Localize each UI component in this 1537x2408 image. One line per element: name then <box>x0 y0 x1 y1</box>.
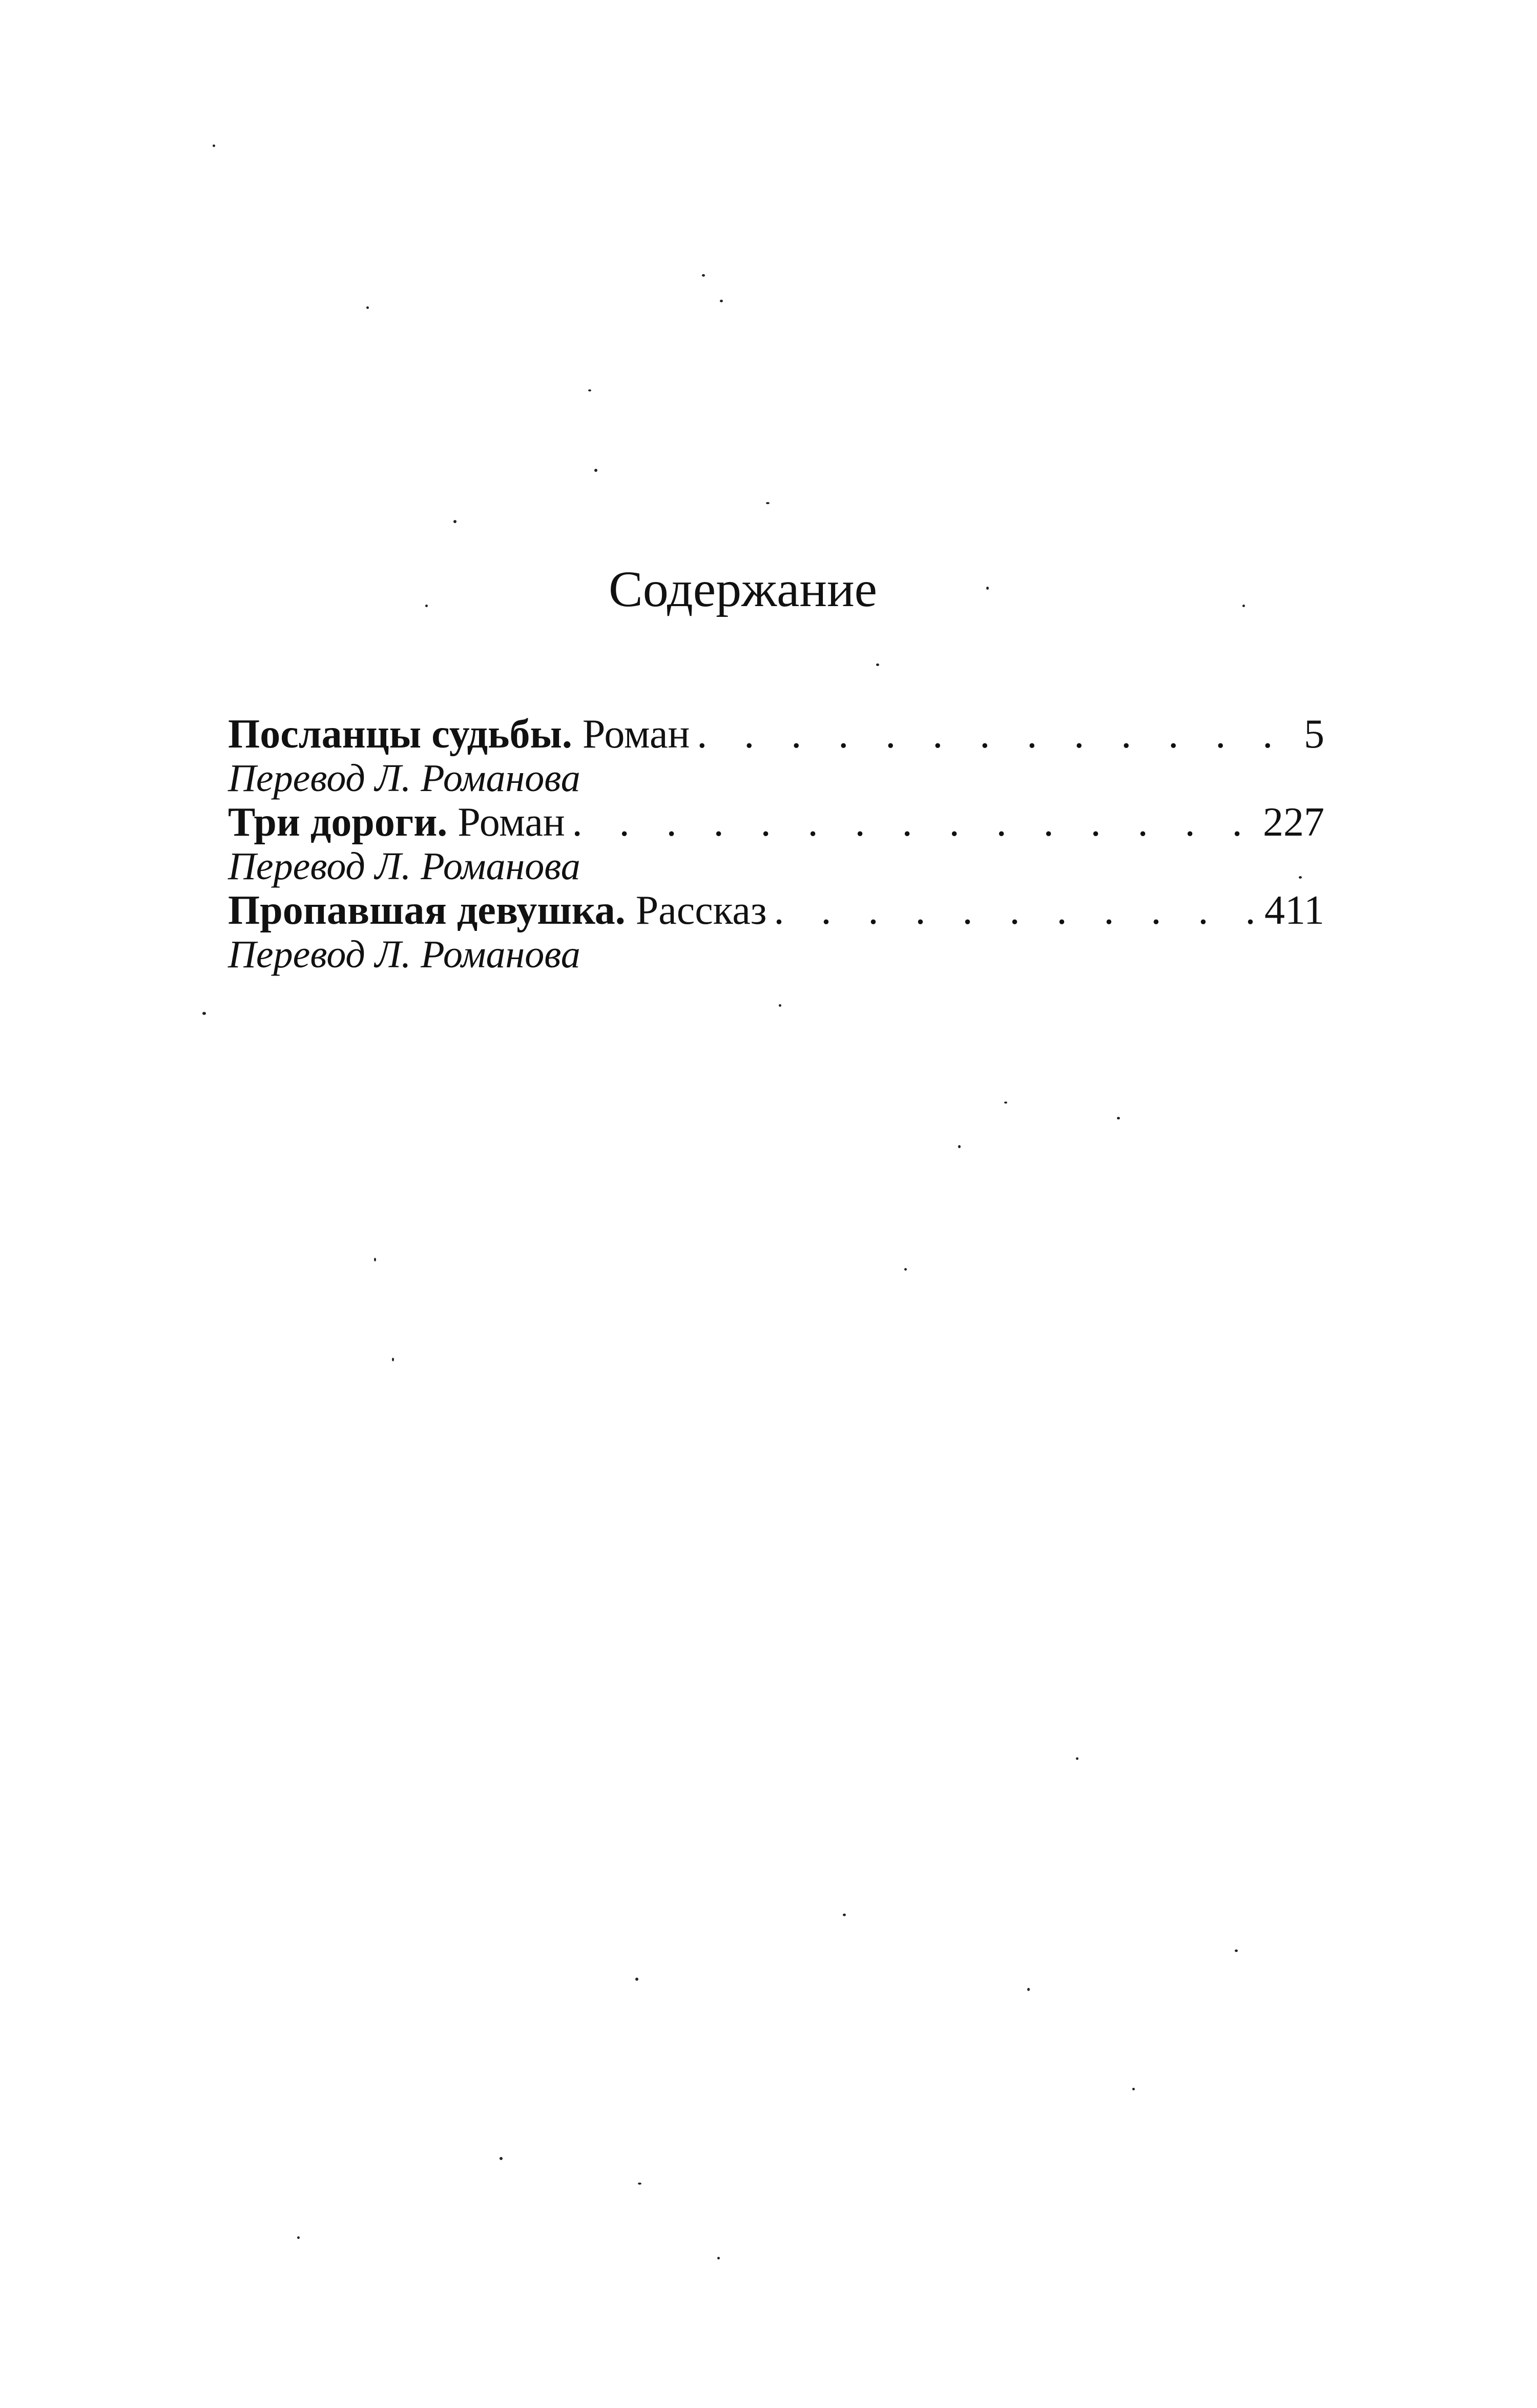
scan-speck <box>202 1012 206 1015</box>
scan-speck <box>638 2183 641 2185</box>
toc-entry-line <box>228 712 1324 756</box>
scan-speck <box>453 520 456 523</box>
toc-dot-leader <box>774 888 1257 932</box>
scan-speck <box>766 502 770 504</box>
toc-dot-leader <box>697 712 1297 756</box>
scan-speck <box>702 274 705 277</box>
toc-entry-translator: Перевод Л. Романова <box>228 845 580 888</box>
toc-entry-page: 227 <box>1263 800 1324 845</box>
toc-entry-line <box>228 800 1324 844</box>
toc-entry-translator: Перевод Л. Романова <box>228 933 580 976</box>
toc-entry-genre: Роман <box>582 712 690 757</box>
toc-entry-genre: Рассказ <box>635 888 767 933</box>
toc-entry-translator: Перевод Л. Романова <box>228 757 580 800</box>
scan-speck <box>500 2157 503 2160</box>
scan-speck <box>1242 605 1245 607</box>
scan-speck <box>958 1145 961 1148</box>
toc-entry-title: Посланцы судьбы. <box>228 712 572 757</box>
scan-speck <box>1076 1757 1078 1760</box>
scan-speck <box>986 587 989 590</box>
table-of-contents <box>228 712 1324 977</box>
toc-entry-title: Пропавшая девушка. <box>228 888 626 933</box>
toc-dot-leader <box>572 800 1256 844</box>
scan-speck <box>843 1914 846 1916</box>
scan-speck <box>904 1268 907 1271</box>
scan-speck <box>366 306 369 309</box>
scan-speck <box>374 1258 376 1261</box>
scan-speck <box>1117 1117 1120 1119</box>
toc-heading: Содержание <box>609 561 877 617</box>
scan-speck <box>1299 876 1302 879</box>
scan-speck <box>392 1358 394 1361</box>
toc-entry <box>228 800 1324 888</box>
toc-entry-genre: Роман <box>458 800 565 845</box>
toc-entry <box>228 712 1324 800</box>
toc-entry <box>228 888 1324 977</box>
scan-speck <box>1235 1949 1238 1952</box>
scan-speck <box>594 469 597 472</box>
scan-speck <box>779 1004 781 1007</box>
scan-speck <box>876 663 879 666</box>
scan-speck <box>297 2236 300 2239</box>
scan-speck <box>588 389 591 391</box>
toc-entry-page: 5 <box>1304 712 1324 757</box>
scan-speck <box>635 1978 638 1981</box>
scan-speck <box>1004 1102 1007 1104</box>
scan-speck <box>720 300 723 302</box>
scan-speck <box>717 2257 720 2259</box>
toc-entry-title: Три дороги. <box>228 800 448 845</box>
scan-speck <box>425 605 428 607</box>
toc-entry-line <box>228 888 1324 932</box>
scan-speck <box>1027 1988 1030 1991</box>
scan-speck <box>213 144 215 147</box>
scan-speck <box>1132 2088 1135 2090</box>
toc-entry-page: 411 <box>1264 888 1324 933</box>
